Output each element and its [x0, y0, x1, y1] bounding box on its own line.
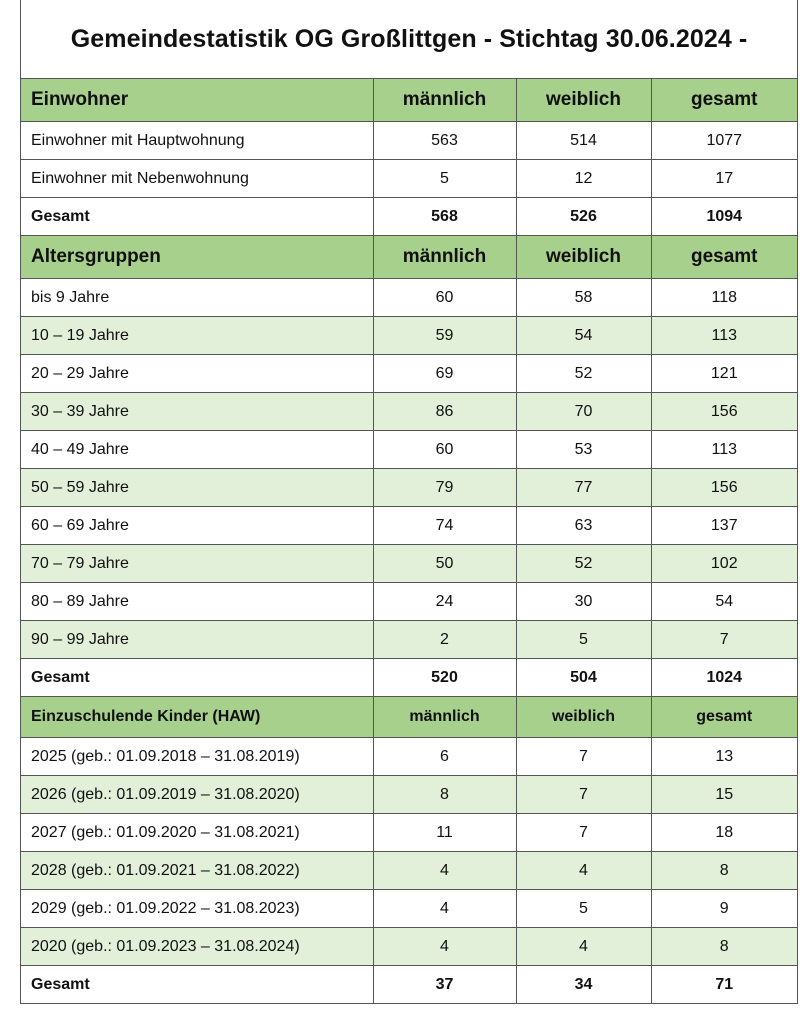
- total-row-altersgruppen: [21, 659, 797, 697]
- section-heading: Einzuschulende Kinder (HAW): [21, 697, 373, 738]
- column-header-female: weiblich: [516, 697, 651, 738]
- female-value: 7: [516, 738, 651, 776]
- total-value: 17: [651, 160, 797, 198]
- male-value: 79: [373, 469, 516, 507]
- female-value: 52: [516, 355, 651, 393]
- table-row: [21, 431, 797, 469]
- total-value: 18: [651, 814, 797, 852]
- female-value: 5: [516, 890, 651, 928]
- row-label: 80 – 89 Jahre: [21, 583, 373, 621]
- female-value: 514: [516, 122, 651, 160]
- column-header-female: weiblich: [516, 79, 651, 122]
- male-value: 6: [373, 738, 516, 776]
- total-value: 156: [651, 393, 797, 431]
- section-header-altersgruppen: [21, 236, 797, 279]
- male-value: 4: [373, 852, 516, 890]
- table-row: [21, 507, 797, 545]
- total-value: 113: [651, 317, 797, 355]
- total-value: 8: [651, 852, 797, 890]
- table-row: [21, 393, 797, 431]
- female-value: 12: [516, 160, 651, 198]
- row-label: 50 – 59 Jahre: [21, 469, 373, 507]
- female-value: 53: [516, 431, 651, 469]
- table-row: [21, 469, 797, 507]
- row-label: bis 9 Jahre: [21, 279, 373, 317]
- table-row: [21, 890, 797, 928]
- section-heading: Altersgruppen: [21, 236, 373, 279]
- column-header-male: männlich: [373, 79, 516, 122]
- male-value: 59: [373, 317, 516, 355]
- male-value: 86: [373, 393, 516, 431]
- grand-total: 71: [651, 966, 797, 1004]
- male-value: 74: [373, 507, 516, 545]
- female-value: 7: [516, 776, 651, 814]
- male-value: 2: [373, 621, 516, 659]
- row-label: Einwohner mit Nebenwohnung: [21, 160, 373, 198]
- table-row: [21, 776, 797, 814]
- male-value: 5: [373, 160, 516, 198]
- female-value: 77: [516, 469, 651, 507]
- row-label: 2026 (geb.: 01.09.2019 – 31.08.2020): [21, 776, 373, 814]
- male-value: 8: [373, 776, 516, 814]
- male-value: 60: [373, 279, 516, 317]
- total-label: Gesamt: [21, 659, 373, 697]
- grand-total: 1024: [651, 659, 797, 697]
- statistics-table: [21, 79, 797, 1004]
- table-row: [21, 583, 797, 621]
- row-label: 2029 (geb.: 01.09.2022 – 31.08.2023): [21, 890, 373, 928]
- row-label: 70 – 79 Jahre: [21, 545, 373, 583]
- row-label: 60 – 69 Jahre: [21, 507, 373, 545]
- table-row: [21, 122, 797, 160]
- table-row: [21, 852, 797, 890]
- total-value: 7: [651, 621, 797, 659]
- total-value: 8: [651, 928, 797, 966]
- row-label: 2020 (geb.: 01.09.2023 – 31.08.2024): [21, 928, 373, 966]
- female-value: 5: [516, 621, 651, 659]
- female-value: 58: [516, 279, 651, 317]
- total-value: 121: [651, 355, 797, 393]
- total-value: 13: [651, 738, 797, 776]
- female-total: 526: [516, 198, 651, 236]
- grand-total: 1094: [651, 198, 797, 236]
- female-value: 30: [516, 583, 651, 621]
- total-value: 102: [651, 545, 797, 583]
- table-row: [21, 317, 797, 355]
- table-row: [21, 738, 797, 776]
- row-label: 2027 (geb.: 01.09.2020 – 31.08.2021): [21, 814, 373, 852]
- male-value: 24: [373, 583, 516, 621]
- male-value: 50: [373, 545, 516, 583]
- female-value: 54: [516, 317, 651, 355]
- section-heading: Einwohner: [21, 79, 373, 122]
- female-total: 504: [516, 659, 651, 697]
- table-row: [21, 545, 797, 583]
- male-value: 60: [373, 431, 516, 469]
- total-row-einwohner: [21, 198, 797, 236]
- row-label: 90 – 99 Jahre: [21, 621, 373, 659]
- table-row: [21, 621, 797, 659]
- total-value: 137: [651, 507, 797, 545]
- female-value: 70: [516, 393, 651, 431]
- column-header-female: weiblich: [516, 236, 651, 279]
- total-label: Gesamt: [21, 198, 373, 236]
- male-value: 11: [373, 814, 516, 852]
- section-header-einzuschulende-kinder: [21, 697, 797, 738]
- total-value: 113: [651, 431, 797, 469]
- total-value: 156: [651, 469, 797, 507]
- female-value: 4: [516, 852, 651, 890]
- row-label: Einwohner mit Hauptwohnung: [21, 122, 373, 160]
- total-row-einzuschulende-kinder: [21, 966, 797, 1004]
- male-value: 563: [373, 122, 516, 160]
- column-header-male: männlich: [373, 236, 516, 279]
- total-value: 9: [651, 890, 797, 928]
- table-row: [21, 355, 797, 393]
- female-value: 52: [516, 545, 651, 583]
- row-label: 40 – 49 Jahre: [21, 431, 373, 469]
- male-value: 4: [373, 928, 516, 966]
- section-header-einwohner: [21, 79, 797, 122]
- female-value: 7: [516, 814, 651, 852]
- column-header-total: gesamt: [651, 79, 797, 122]
- page-title: Gemeindestatistik OG Großlittgen - Stichtag 30.06.2024 -: [21, 0, 797, 79]
- total-value: 54: [651, 583, 797, 621]
- table-row: [21, 814, 797, 852]
- total-value: 1077: [651, 122, 797, 160]
- total-value: 15: [651, 776, 797, 814]
- row-label: 20 – 29 Jahre: [21, 355, 373, 393]
- statistics-sheet: [20, 0, 798, 1004]
- total-value: 118: [651, 279, 797, 317]
- male-value: 4: [373, 890, 516, 928]
- column-header-total: gesamt: [651, 236, 797, 279]
- male-value: 69: [373, 355, 516, 393]
- row-label: 30 – 39 Jahre: [21, 393, 373, 431]
- table-row: [21, 928, 797, 966]
- row-label: 2025 (geb.: 01.09.2018 – 31.08.2019): [21, 738, 373, 776]
- female-value: 4: [516, 928, 651, 966]
- female-value: 63: [516, 507, 651, 545]
- column-header-male: männlich: [373, 697, 516, 738]
- column-header-total: gesamt: [651, 697, 797, 738]
- row-label: 2028 (geb.: 01.09.2021 – 31.08.2022): [21, 852, 373, 890]
- total-label: Gesamt: [21, 966, 373, 1004]
- table-row: [21, 160, 797, 198]
- male-total: 520: [373, 659, 516, 697]
- table-row: [21, 279, 797, 317]
- male-total: 37: [373, 966, 516, 1004]
- male-total: 568: [373, 198, 516, 236]
- female-total: 34: [516, 966, 651, 1004]
- row-label: 10 – 19 Jahre: [21, 317, 373, 355]
